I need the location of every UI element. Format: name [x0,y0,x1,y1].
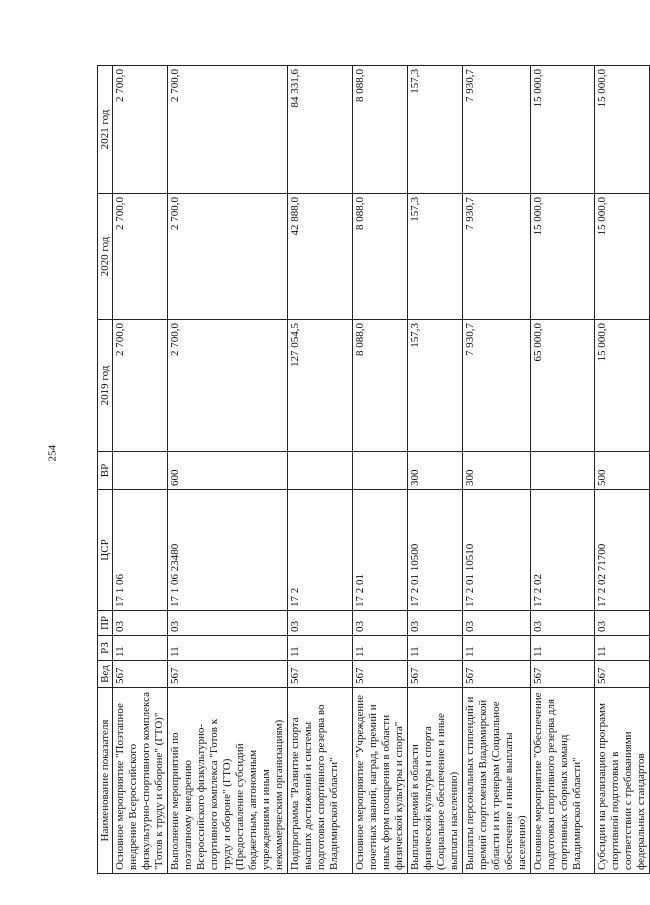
row-rz: 11 [288,636,353,661]
header-name: Наименование показателя [98,688,113,874]
row-2019: 157,3 [408,320,463,452]
row-rz: 11 [113,636,168,661]
row-pr: 03 [353,611,408,636]
row-pr: 03 [288,611,353,636]
row-ved: 567 [595,661,650,688]
row-ved: 567 [288,661,353,688]
row-2020: 2 700,0 [113,194,168,320]
header-rz: РЗ [98,636,113,661]
row-2020: 15 000,0 [531,194,595,320]
row-name: Основное мероприятие "Обеспечение подготовки спортивного резерва для спортивных сборных команд Владимирской области" [531,688,595,874]
rotated-table-frame [97,66,647,874]
table-header-row [98,66,113,874]
row-2019: 8 088,0 [353,320,408,452]
header-2021: 2021 год [98,66,113,194]
row-name: Субсидии на реализацию программ спортивной подготовки в соответствии с требованиями федеральных стандартов [595,688,650,874]
table-row [353,66,408,874]
row-vr [353,452,408,490]
row-2020: 2 700,0 [168,194,288,320]
row-csr: 17 1 06 23480 [168,490,288,611]
row-vr: 600 [168,452,288,490]
row-name: Выполнение мероприятий по поэтапному внедрению Всероссийского физкультурно-спортивного комплекса "Готов к труду и обороне" (ГТО) (Предоставление субсидий бюджетным, автономным учреждениям и иным некоммерческим организациям) [168,688,288,874]
row-ved: 567 [408,661,463,688]
row-csr: 17 2 01 10510 [463,490,531,611]
row-2021: 84 331,6 [288,66,353,194]
row-ved: 567 [353,661,408,688]
row-rz: 11 [408,636,463,661]
row-2020: 157,3 [408,194,463,320]
row-2021: 15 000,0 [531,66,595,194]
row-2020: 42 888,0 [288,194,353,320]
row-rz: 11 [463,636,531,661]
row-rz: 11 [531,636,595,661]
header-ved: Вед [98,661,113,688]
row-csr: 17 2 01 10500 [408,490,463,611]
row-rz: 11 [353,636,408,661]
row-2019: 65 000,0 [531,320,595,452]
row-csr: 17 2 02 71700 [595,490,650,611]
row-rz: 11 [168,636,288,661]
row-vr [288,452,353,490]
table-row [463,66,531,874]
row-ved: 567 [113,661,168,688]
row-vr: 500 [595,452,650,490]
row-2021: 2 700,0 [113,66,168,194]
table-container [97,66,647,874]
table-row [408,66,463,874]
row-pr: 03 [113,611,168,636]
page-number: 254 [46,445,59,462]
row-2019: 2 700,0 [113,320,168,452]
row-2021: 15 000,0 [595,66,650,194]
table-row [168,66,288,874]
row-vr [113,452,168,490]
row-ved: 567 [463,661,531,688]
header-csr: ЦСР [98,490,113,611]
table-row [113,66,168,874]
row-2019: 7 930,7 [463,320,531,452]
row-vr: 300 [408,452,463,490]
row-pr: 03 [595,611,650,636]
header-vr: ВР [98,452,113,490]
row-name: Выплаты персональных стипендий и премий спортсменам Владимирской области и их тренерам (Социальное обеспечение и иные выплаты населению) [463,688,531,874]
row-csr: 17 1 06 [113,490,168,611]
row-name: Основное мероприятие "Поэтапное внедрение Всероссийского физкультурно-спортивного комплекса "Готов к труду и обороне" (ГТО)" [113,688,168,874]
row-ved: 567 [531,661,595,688]
row-2021: 8 088,0 [353,66,408,194]
row-2020: 7 930,7 [463,194,531,320]
table-row [288,66,353,874]
row-pr: 03 [168,611,288,636]
row-2021: 2 700,0 [168,66,288,194]
row-csr: 17 2 [288,490,353,611]
row-name: Выплата премий в области физической культуры и спорта (Социальное обеспечение и иные выплаты населению) [408,688,463,874]
row-name: Основное мероприятие "Учреждение почетных званий, наград, премий и иных форм поощрения в области физической культуры и спорта" [353,688,408,874]
row-2020: 15 000,0 [595,194,650,320]
table-row [595,66,650,874]
header-pr: ПР [98,611,113,636]
budget-table [97,65,650,874]
row-vr: 300 [463,452,531,490]
row-csr: 17 2 01 [353,490,408,611]
row-pr: 03 [463,611,531,636]
row-pr: 03 [408,611,463,636]
row-2019: 2 700,0 [168,320,288,452]
row-2019: 127 054,5 [288,320,353,452]
row-name: Подпрограмма "Развитие спорта высших достижений и системы подготовки спортивного резерва во Владимирской области" [288,688,353,874]
row-rz: 11 [595,636,650,661]
row-csr: 17 2 02 [531,490,595,611]
header-2019: 2019 год [98,320,113,452]
row-vr [531,452,595,490]
row-ved: 567 [168,661,288,688]
row-2021: 157,3 [408,66,463,194]
row-2021: 7 930,7 [463,66,531,194]
row-pr: 03 [531,611,595,636]
row-2019: 15 000,0 [595,320,650,452]
table-row [531,66,595,874]
header-2020: 2020 год [98,194,113,320]
row-2020: 8 088,0 [353,194,408,320]
